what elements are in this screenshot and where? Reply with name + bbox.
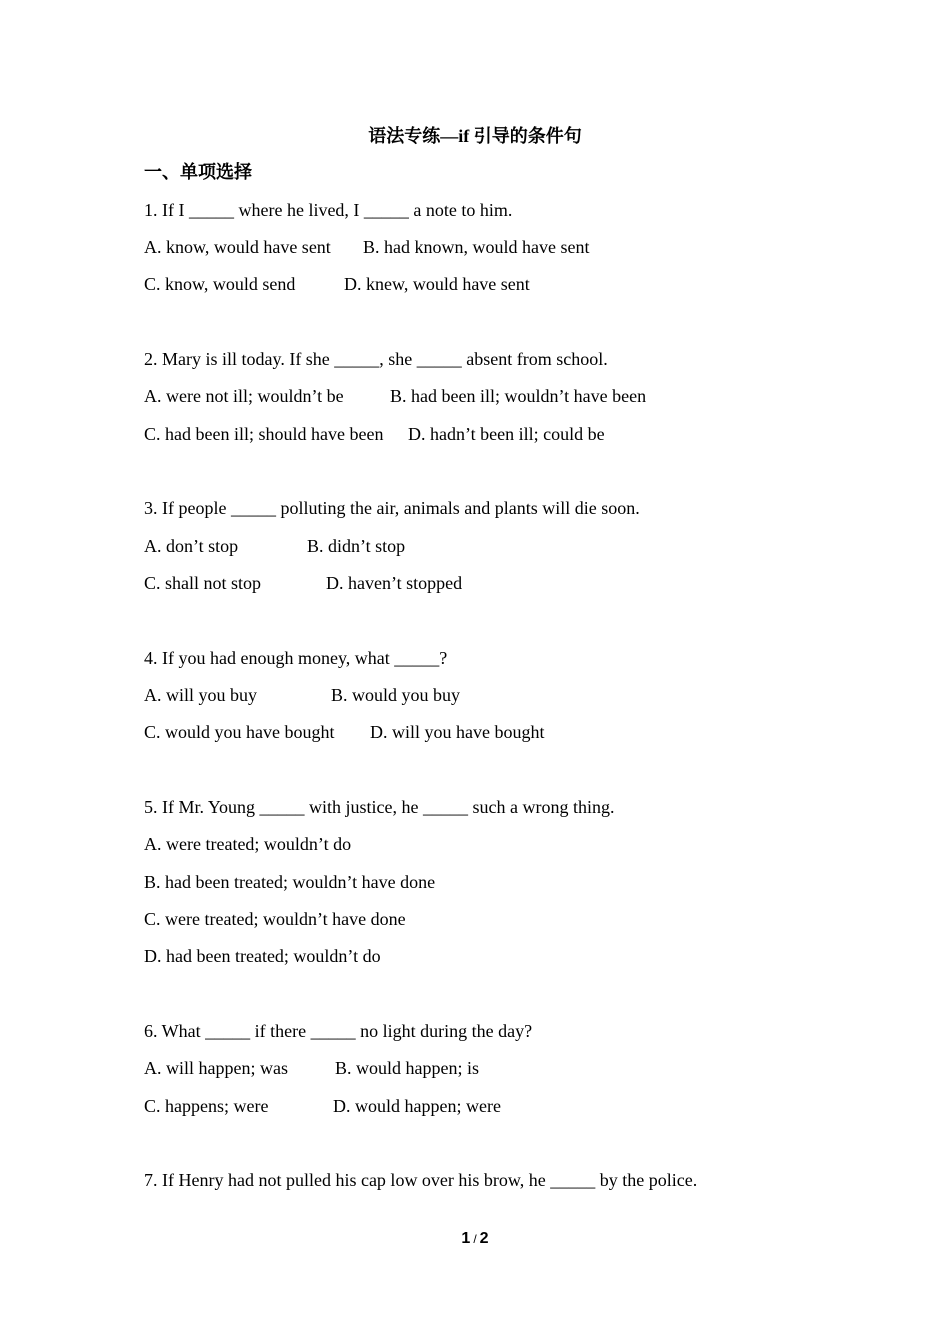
question-5-option-d: D. had been treated; wouldn’t do bbox=[144, 946, 381, 966]
question-4-option-d: D. will you have bought bbox=[370, 722, 545, 742]
question-6-option-b: B. would happen; is bbox=[335, 1058, 479, 1078]
question-6-stem: 6. What _____ if there _____ no light during the day? bbox=[144, 1021, 533, 1041]
question-3-option-c: C. shall not stop bbox=[144, 573, 262, 593]
page-number-footer bbox=[0, 1228, 950, 1250]
question-7-stem: 7. If Henry had not pulled his cap low over his brow, he _____ by the police. bbox=[144, 1170, 698, 1190]
question-5-stem: 5. If Mr. Young _____ with justice, he _____ such a wrong thing. bbox=[144, 797, 615, 817]
question-1-option-b: B. had known, would have sent bbox=[363, 237, 590, 257]
page-number-separator: / bbox=[473, 1232, 477, 1246]
page-number-current: 1 bbox=[461, 1230, 471, 1247]
question-2-stem: 2. Mary is ill today. If she _____, she _____ absent from school. bbox=[144, 349, 608, 369]
question-2-option-c: C. had been ill; should have been bbox=[144, 424, 384, 444]
page-number-total: 2 bbox=[479, 1230, 489, 1247]
question-4-option-a: A. will you buy bbox=[144, 685, 258, 705]
question-2-option-b: B. had been ill; wouldn’t have been bbox=[390, 386, 647, 406]
question-1-option-a: A. know, would have sent bbox=[144, 237, 331, 257]
question-5-option-b: B. had been treated; wouldn’t have done bbox=[144, 872, 436, 892]
document-title: 语法专练—if 引导的条件句 bbox=[368, 126, 582, 146]
question-4-option-b: B. would you buy bbox=[331, 685, 461, 705]
question-4-option-c: C. would you have bought bbox=[144, 722, 335, 742]
question-5-option-c: C. were treated; wouldn’t have done bbox=[144, 909, 406, 929]
question-1-stem: 1. If I _____ where he lived, I _____ a note to him. bbox=[144, 200, 513, 220]
question-6-option-a: A. will happen; was bbox=[144, 1058, 288, 1078]
question-3-stem: 3. If people _____ polluting the air, animals and plants will die soon. bbox=[144, 498, 640, 518]
question-3-option-a: A. don’t stop bbox=[144, 536, 239, 556]
question-6-option-d: D. would happen; were bbox=[333, 1096, 501, 1116]
question-6-option-c: C. happens; were bbox=[144, 1096, 269, 1116]
question-5-option-a: A. were treated; wouldn’t do bbox=[144, 834, 352, 854]
question-2-option-a: A. were not ill; wouldn’t be bbox=[144, 386, 344, 406]
question-1-option-d: D. knew, would have sent bbox=[344, 274, 530, 294]
question-1-option-c: C. know, would send bbox=[144, 274, 296, 294]
question-4-stem: 4. If you had enough money, what _____? bbox=[144, 648, 448, 668]
section-heading: 一、单项选择 bbox=[144, 162, 252, 182]
question-3-option-b: B. didn’t stop bbox=[307, 536, 406, 556]
question-3-option-d: D. haven’t stopped bbox=[326, 573, 463, 593]
question-2-option-d: D. hadn’t been ill; could be bbox=[408, 424, 605, 444]
